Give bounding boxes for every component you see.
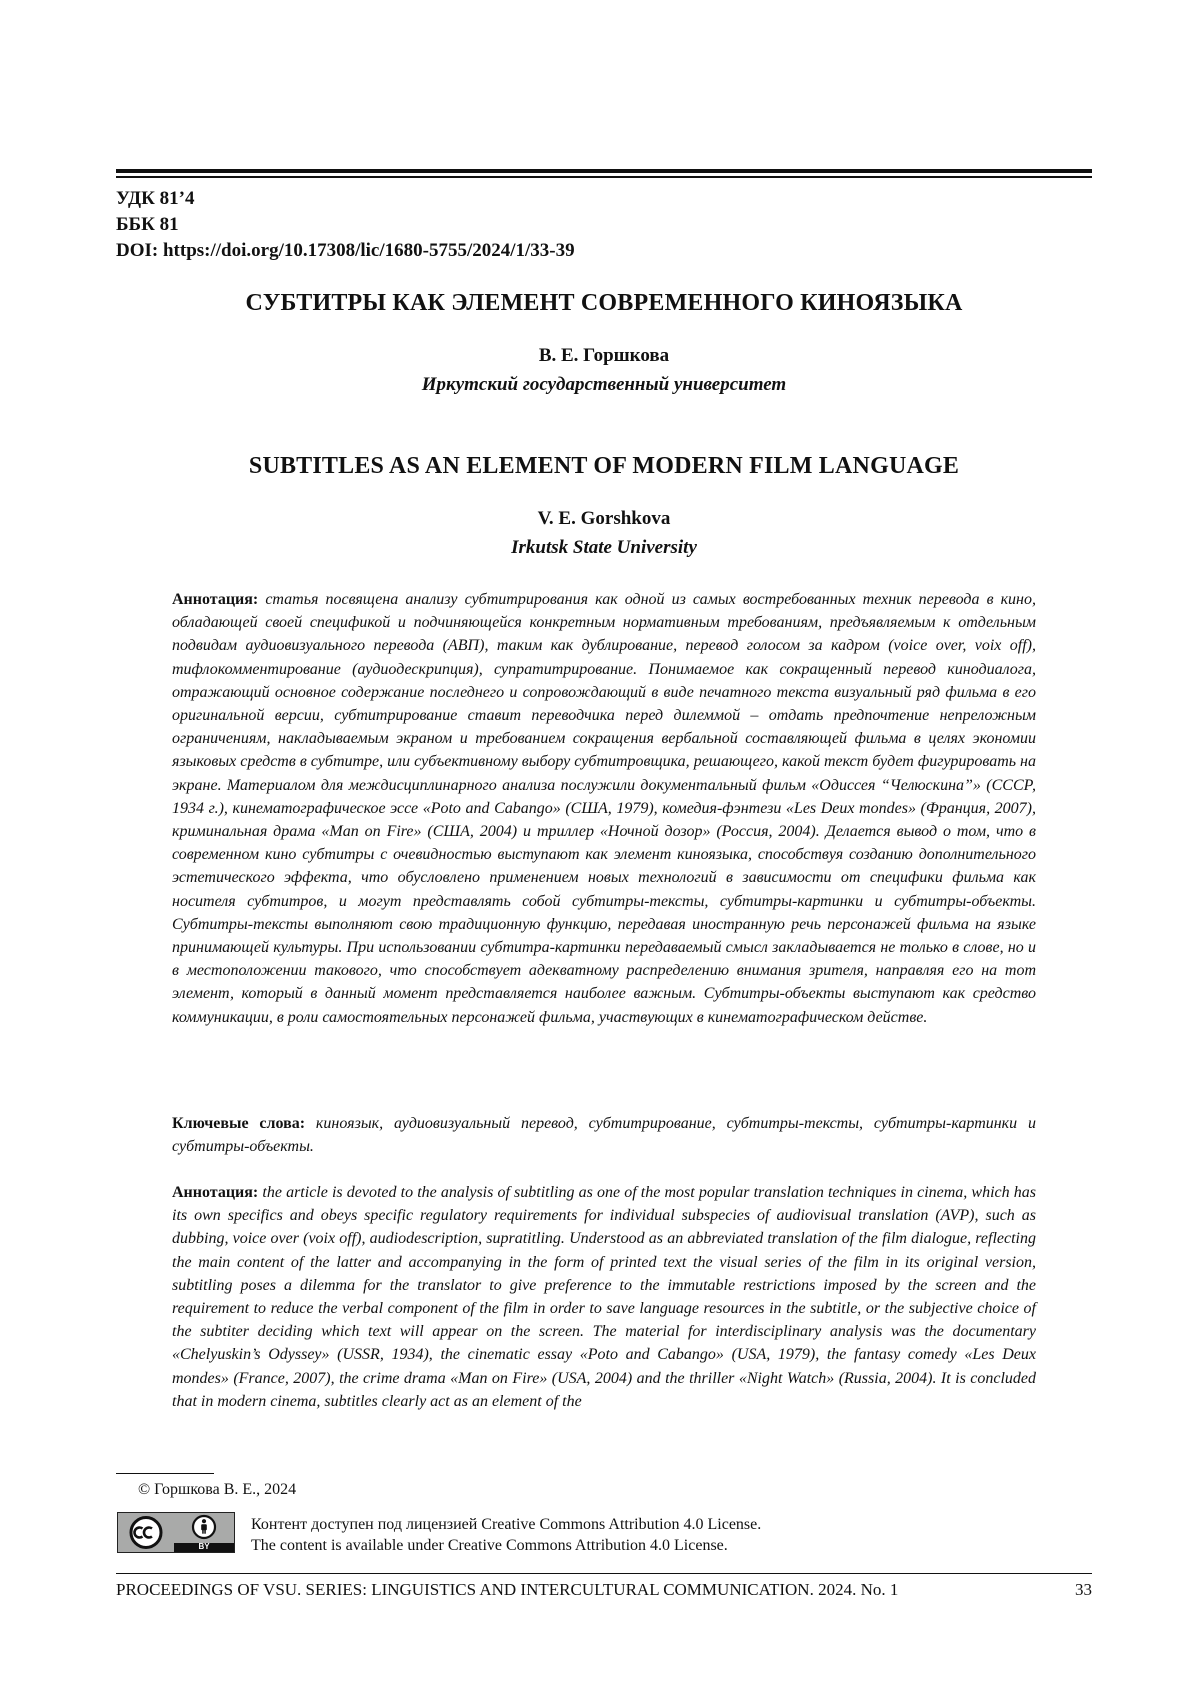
footer-rule bbox=[116, 1573, 1092, 1574]
abstract-ru-text: статья посвящена анализу субтитрирования как одной из самых востребованных техник перевода в кино, обладающей своей спецификой и подчиняющейся конкретным нормативным требованиям, предъявляемым к отдельным подвидам аудиовизуального перевода (АВП), таким как дублирование, перевод голосом за кадром (voice over, voix off), тифлокомментирование (аудиодескрипция), супратитрирование. Понимаемое как сокращенный перевод кинодиалога, отражающий основное содержание последнего и сопровождающий в виде печатного текста визуальный ряд фильма в его оригинальной версии, субтитрирование ставит переводчика перед дилеммой – отдать предпочтение непреложным ограничениям, накладываемым экраном и требованием сокращения вербальной составляющей фильма в целях экономии языковых средств в субтитре, или субъективному выбору субтитровщика, решающего, какой текст будет фигурировать на экране. Материалом для междисциплинарного анализа послужили документальный фильм «Одиссея “Челюскина”» (СССР, 1934 г.), кинематографическое эссе «Poto and Cabango» (США, 1979), комедия-фэнтези «Les Deux mondes» (Франция, 2007), криминальная драма «Man on Fire» (США, 2004) и триллер «Ночной дозор» (Россия, 2004). Делается вывод о том, что в современном кино субтитры с очевидностью выступают как элемент киноязыка, способствуя созданию дополнительного эстетического эффекта, что обусловлено применением новых технологий в зависимости от специфики фильма как носителя субтитров, и могут представлять собой субтитры-тексты, субтитры-картинки и субтитры-объекты. Субтитры-тексты выполняют свою традиционную функцию, передавая иностранную речь персонажей фильма на языке принимающей культуры. При использовании субтитра-картинки передаваемый смысл закладывается не только в слове, но и в местоположении такового, что способствует адекватному распределению внимания зрителя, направляя его на тот элемент, который в данный момент представляется наиболее важным. Субтитры-объекты выступают как средство коммуникации, в роли самостоятельных персонажей фильма, участвующих в кинематографическом действе. bbox=[172, 591, 1036, 1026]
by-label: BY bbox=[174, 1542, 234, 1551]
keywords-ru bbox=[172, 1112, 1036, 1158]
page-number: 33 bbox=[1075, 1580, 1092, 1600]
abstract-ru-label: Аннотация: bbox=[172, 591, 258, 608]
footnote-rule bbox=[116, 1473, 214, 1474]
header-rule-thin bbox=[116, 176, 1092, 178]
keywords-ru-label: Ключевые слова: bbox=[172, 1115, 305, 1132]
abstract-en-text: the article is devoted to the analysis of subtitling as one of the most popular translation techniques in cinema, which has its own specifics and obeys specific regulatory requirements for individual subspecies of audiovisual translation (AVP), such as dubbing, voice over (voix off), audiodescription, supratitling. Understood as an abbreviated translation of the film dialogue, reflecting the main content of the latter and accompanying in the form of printed text the visual series of the film in its original version, subtitling poses a dilemma for the translator to give preference to the immutable restrictions imposed by the screen and the requirement to reduce the verbal component of the film in order to save language resources in the subtitle, or the subjective choice of the subtiter deciding which text will appear on the screen. The material for interdisciplinary analysis was the documentary «Chelyuskin’s Odyssey» (USSR, 1934), the cinematic essay «Poto and Cabango» (USA, 1979), the fantasy comedy «Les Deux mondes» (France, 2007), the crime drama «Man on Fire» (USA, 2004) and the thriller «Night Watch» (Russia, 2004). It is concluded that in modern cinema, subtitles clearly act as an element of the bbox=[172, 1184, 1036, 1410]
license-ru: Контент доступен под лицензией Creative Commons Attribution 4.0 License. bbox=[251, 1514, 761, 1535]
affiliation-ru: Иркутский государственный университет bbox=[116, 374, 1092, 396]
header-rule-thick bbox=[116, 169, 1092, 173]
license-en: The content is available under Creative Commons Attribution 4.0 License. bbox=[251, 1535, 761, 1556]
affiliation-en: Irkutsk State University bbox=[116, 537, 1092, 559]
bbk-code: ББК 81 bbox=[116, 212, 575, 238]
cc-icon bbox=[118, 1513, 174, 1552]
author-ru: В. Е. Горшкова bbox=[116, 345, 1092, 367]
cc-by-license-badge[interactable] bbox=[117, 1512, 235, 1553]
article-metadata bbox=[116, 186, 575, 264]
copyright-notice: © Горшкова В. Е., 2024 bbox=[138, 1481, 296, 1499]
journal-title: PROCEEDINGS OF VSU. SERIES: LINGUISTICS AND INTERCULTURAL COMMUNICATION. 2024. No. 1 bbox=[116, 1580, 898, 1600]
udk-code: УДК 81’4 bbox=[116, 186, 575, 212]
license-text bbox=[251, 1514, 761, 1556]
title-en: SUBTITLES AS AN ELEMENT OF MODERN FILM LANGUAGE bbox=[116, 453, 1092, 480]
doi-link[interactable]: DOI: https://doi.org/10.17308/lic/1680-5755/2024/1/33-39 bbox=[116, 238, 575, 264]
title-ru: СУБТИТРЫ КАК ЭЛЕМЕНТ СОВРЕМЕННОГО КИНОЯЗЫКА bbox=[116, 290, 1092, 317]
keywords-ru-text: киноязык, аудиовизуальный перевод, субтитрирование, субтитры-тексты, субтитры-картинки и субтитры-объекты. bbox=[172, 1115, 1036, 1155]
author-en: V. E. Gorshkova bbox=[116, 508, 1092, 530]
abstract-en bbox=[172, 1181, 1036, 1413]
abstract-en-label: Аннотация: bbox=[172, 1184, 258, 1201]
article-page bbox=[0, 0, 1200, 1697]
abstract-ru bbox=[172, 588, 1036, 1029]
